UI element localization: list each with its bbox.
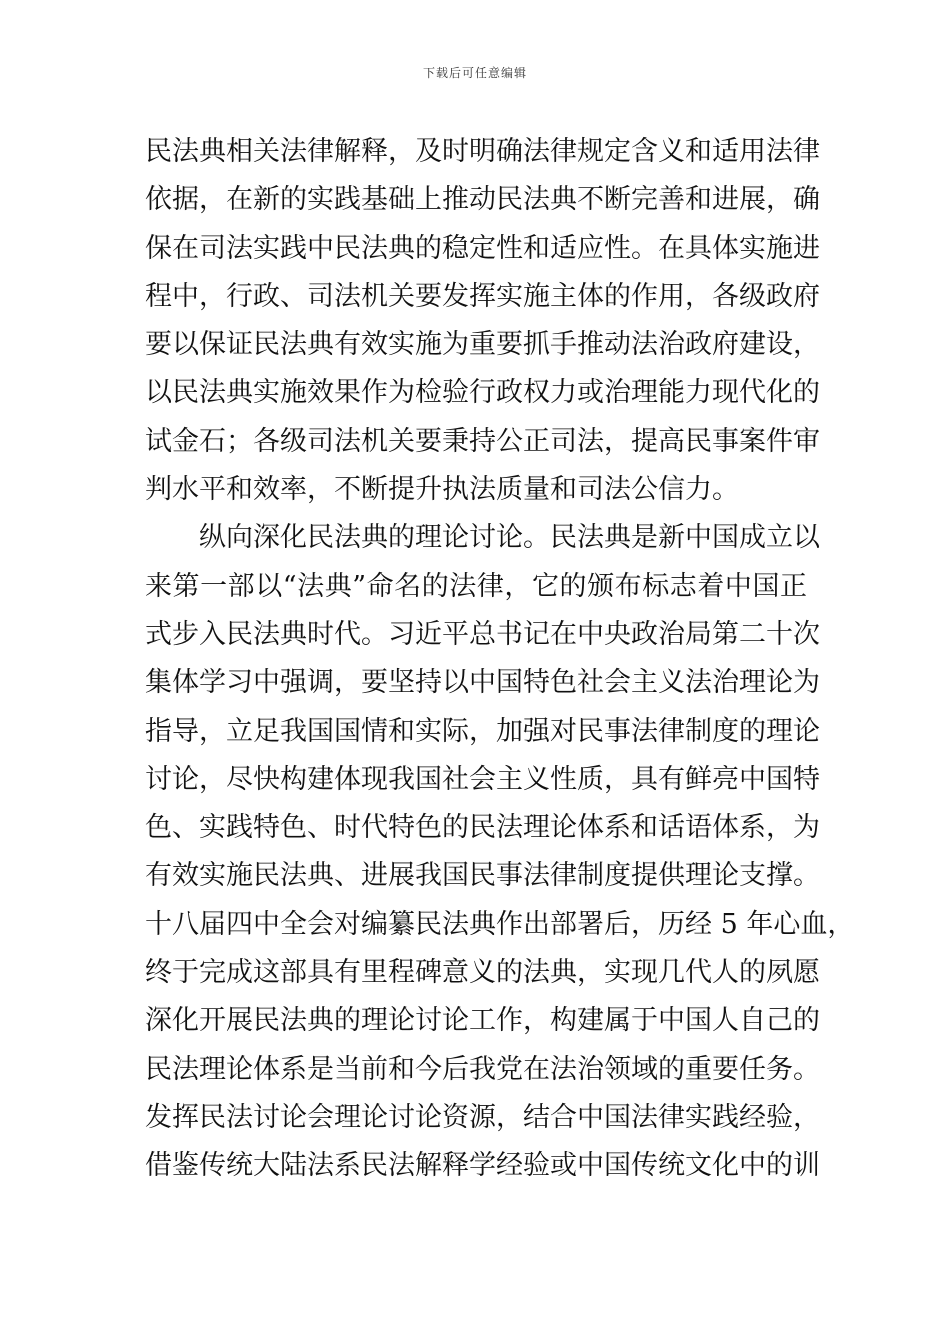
text-line: 终于完成这部具有里程碑意义的法典，实现几代人的夙愿 <box>145 957 820 989</box>
text-line: 民法理论体系是当前和今后我党在法治领域的重要任务。 <box>145 1053 820 1085</box>
text-line: 深化开展民法典的理论讨论工作，构建属于中国人自己的 <box>145 1005 820 1037</box>
text-line: 有效实施民法典、进展我国民事法律制度提供理论支撑。 <box>145 860 820 892</box>
text-line: 十八届四中全会对编纂民法典作出部署后，历经 5 年心血， <box>145 908 855 940</box>
text-line: 发挥民法讨论会理论讨论资源，结合中国法律实践经验， <box>145 1101 820 1133</box>
text-line-paragraph-start: 纵向深化民法典的理论讨论。民法典是新中国成立以 <box>199 522 820 554</box>
text-line: 以民法典实施效果作为检验行政权力或治理能力现代化的 <box>145 377 820 409</box>
text-line: 来第一部以“法典”命名的法律，它的颁布标志着中国正 <box>145 570 807 602</box>
text-line: 集体学习中强调，要坚持以中国特色社会主义法治理论为 <box>145 667 820 699</box>
text-line: 程中，行政、司法机关要发挥实施主体的作用，各级政府 <box>145 280 820 312</box>
page-header: 下载后可任意编辑 <box>422 66 527 80</box>
text-line-paragraph-end: 判水平和效率，不断提升执法质量和司法公信力。 <box>145 474 739 506</box>
text-line: 依据，在新的实践基础上推动民法典不断完善和进展，确 <box>145 184 820 216</box>
text-line: 民法典相关法律解释，及时明确法律规定含义和适用法律 <box>145 136 820 167</box>
text-line: 保在司法实践中民法典的稳定性和适应性。在具体实施进 <box>145 232 820 264</box>
text-line: 试金石；各级司法机关要秉持公正司法，提高民事案件审 <box>145 425 820 457</box>
text-line: 式步入民法典时代。习近平总书记在中央政治局第二十次 <box>145 618 820 650</box>
text-line: 讨论，尽快构建体现我国社会主义性质，具有鲜亮中国特 <box>145 763 820 795</box>
text-line: 色、实践特色、时代特色的民法理论体系和话语体系，为 <box>145 812 820 844</box>
text-line: 要以保证民法典有效实施为重要抓手推动法治政府建设， <box>145 329 820 361</box>
text-line: 借鉴传统大陆法系民法解释学经验或中国传统文化中的训 <box>145 1150 820 1182</box>
text-line: 指导，立足我国国情和实际，加强对民事法律制度的理论 <box>145 715 820 747</box>
document-body <box>145 128 855 1191</box>
